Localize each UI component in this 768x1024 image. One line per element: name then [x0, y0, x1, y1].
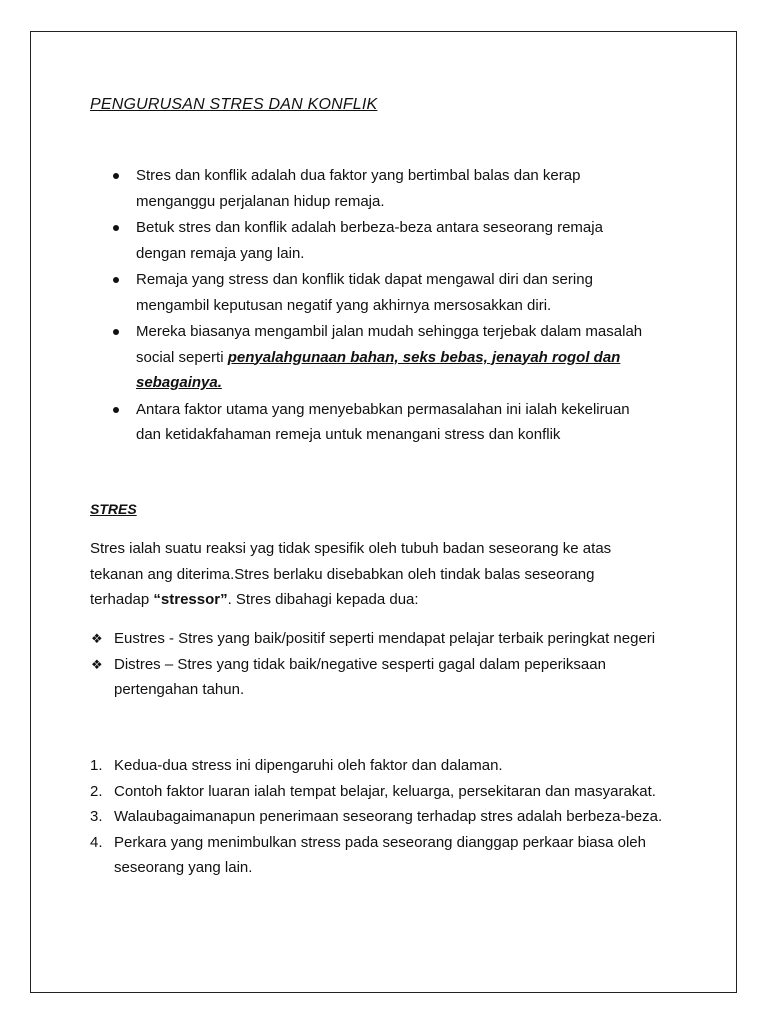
bullet-line: Betuk stres dan konflik adalah berbeza-beza antara seseorang remaja	[136, 219, 603, 236]
point-line: seseorang yang lain.	[114, 859, 253, 876]
bullet-line: menganggu perjalanan hidup remaja.	[136, 192, 385, 210]
paragraph-line: . Stres dibahagi kepada dua:	[227, 591, 419, 608]
bullet-line: Mereka biasanya mengambil jalan mudah sehingga terjebak dalam masalah	[136, 323, 643, 340]
stress-types-list	[90, 626, 720, 703]
list-item	[112, 397, 702, 448]
emphasized-text: sebagainya.	[136, 374, 222, 391]
numbered-list	[90, 753, 720, 881]
bullet-line: dan ketidakfahaman remeja untuk menangani stress dan konflik	[136, 426, 561, 443]
list-item	[112, 215, 702, 266]
point-line: Contoh faktor luaran ialah tempat belajar, keluarga, persekitaran dan masyarakat.	[114, 782, 656, 800]
list-item	[112, 319, 702, 396]
list-item	[90, 652, 720, 703]
item-number: 3.	[90, 808, 103, 825]
list-item	[90, 626, 720, 652]
definition-paragraph	[90, 536, 670, 613]
paragraph-line: tekanan ang diterima.Stres berlaku disebabkan oleh tindak balas seseorang	[90, 565, 595, 583]
item-number: 1.	[90, 757, 103, 774]
bullet-line: dengan remaja yang lain.	[136, 244, 305, 262]
list-item	[112, 267, 702, 318]
item-number: 4.	[90, 833, 103, 851]
paragraph-line: terhadap	[90, 591, 154, 608]
point-line: Walaubagaimanapun penerimaan seseorang terhadap stres adalah berbeza-beza.	[114, 808, 663, 825]
section-heading: STRES	[90, 501, 137, 517]
list-item	[90, 779, 720, 805]
type-line: Eustres - Stres yang baik/positif seperti mendapat pelajar terbaik peringkat negeri	[114, 630, 656, 647]
bullet-line: Antara faktor utama yang menyebabkan permasalahan ini ialah kekeliruan	[136, 400, 630, 418]
bullet-line: Remaja yang stress dan konflik tidak dapat mengawal diri dan sering	[136, 271, 593, 288]
emphasized-text: penyalahgunaan bahan, seks bebas, jenayah rogol dan	[227, 348, 621, 366]
diamond-bullet-icon: ❖	[91, 631, 103, 646]
list-item	[90, 804, 720, 830]
point-line: Perkara yang menimbulkan stress pada seseorang dianggap perkaar biasa oleh	[114, 833, 646, 851]
type-line: pertengahan tahun.	[114, 681, 245, 698]
diamond-bullet-icon: ❖	[91, 656, 103, 672]
list-item	[112, 163, 702, 214]
point-line: Kedua-dua stress ini dipengaruhi oleh faktor dan dalaman.	[114, 757, 503, 774]
type-line: Distres – Stres yang tidak baik/negative sesperti gagal dalam peperiksaan	[114, 655, 606, 673]
list-item	[90, 753, 720, 779]
stressor-term: “stressor”	[153, 591, 228, 608]
list-item	[90, 830, 720, 881]
bullet-line: Stres dan konflik adalah dua faktor yang bertimbal balas dan kerap	[136, 167, 581, 184]
bullet-line: mengambil keputusan negatif yang akhirnya mersosakkan diri.	[136, 296, 552, 314]
bullet-line: social seperti	[136, 348, 228, 366]
item-number: 2.	[90, 782, 103, 800]
paragraph-line: Stres ialah suatu reaksi yag tidak spesifik oleh tubuh badan seseorang ke atas	[90, 540, 612, 557]
bullet-list	[112, 163, 702, 449]
document-title: PENGURUSAN STRES DAN KONFLIK	[90, 96, 378, 113]
